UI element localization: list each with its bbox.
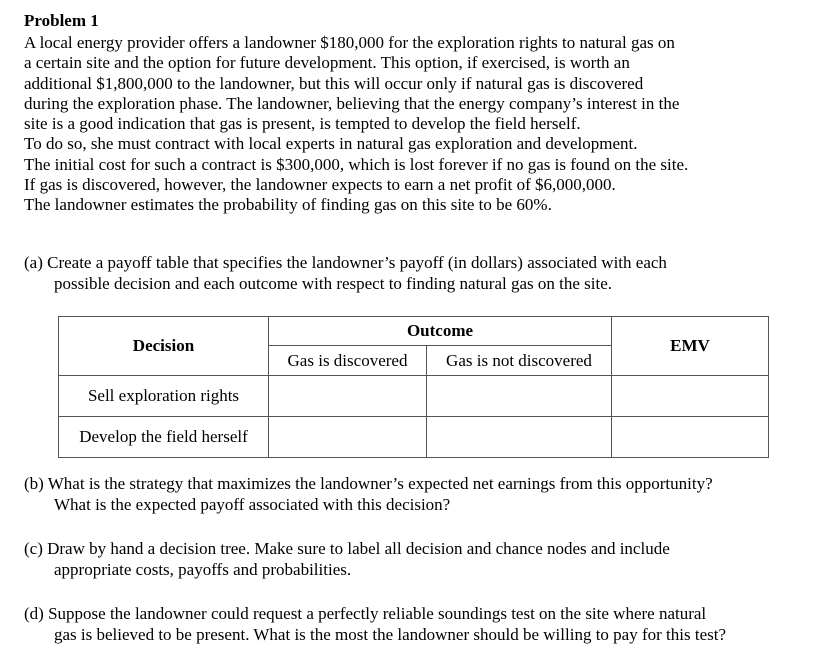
decision-sell-rights: Sell exploration rights [59, 376, 269, 417]
payoff-cell-sell-gas[interactable] [269, 376, 427, 417]
question-d [24, 604, 726, 645]
outcome-gas-discovered: Gas is discovered [269, 346, 427, 376]
payoff-cell-develop-nogas[interactable] [427, 417, 612, 458]
outcome-gas-not-discovered: Gas is not discovered [427, 346, 612, 376]
emv-header: EMV [612, 317, 769, 376]
statement-line: A local energy provider offers a landowner $180,000 for the exploration rights to natural gas on [24, 33, 675, 52]
payoff-table [58, 316, 769, 458]
statement-line: The landowner estimates the probability of finding gas on this site to be 60%. [24, 195, 552, 215]
question-c-line1: (c) Draw by hand a decision tree. Make sure to label all decision and chance nodes and include [24, 539, 670, 558]
decision-header: Decision [59, 317, 269, 376]
outcome-header: Outcome [269, 317, 612, 346]
emv-cell-develop[interactable] [612, 417, 769, 458]
question-c [24, 539, 670, 580]
question-d-line1: (d) Suppose the landowner could request a perfectly reliable soundings test on the site where natural [24, 604, 707, 623]
emv-cell-sell[interactable] [612, 376, 769, 417]
decision-develop-field: Develop the field herself [59, 417, 269, 458]
problem-page [24, 10, 814, 644]
statement-line: additional $1,800,000 to the landowner, but this will occur only if natural gas is discovered [24, 73, 644, 93]
statement-line: a certain site and the option for future development. This option, if exercised, is worth an [24, 53, 630, 73]
question-a-line2: possible decision and each outcome with respect to finding natural gas on the site. [54, 273, 613, 293]
statement-line: If gas is discovered, however, the landowner expects to earn a net profit of $6,000,000. [24, 175, 616, 195]
statement-line: during the exploration phase. The landowner, believing that the energy company’s interest in the [24, 93, 680, 113]
question-a [24, 253, 667, 294]
statement-line: site is a good indication that gas is present, is tempted to develop the field herself. [24, 114, 581, 134]
question-c-line2: appropriate costs, payoffs and probabilities. [54, 559, 352, 579]
table-row [59, 376, 769, 417]
problem-statement [24, 33, 814, 216]
question-d-line2: gas is believed to be present. What is the most the landowner should be willing to pay for this test? [54, 624, 726, 644]
question-b-line1: (b) What is the strategy that maximizes the landowner’s expected net earnings from this opportunity? [24, 474, 713, 493]
table-row [59, 417, 769, 458]
payoff-cell-develop-gas[interactable] [269, 417, 427, 458]
question-b [24, 474, 713, 515]
question-b-line2: What is the expected payoff associated with this decision? [54, 494, 451, 514]
problem-title: Problem 1 [24, 11, 99, 30]
statement-line: The initial cost for such a contract is $300,000, which is lost forever if no gas is found on the site. [24, 154, 689, 174]
statement-line: To do so, she must contract with local experts in natural gas exploration and development. [24, 134, 638, 154]
payoff-cell-sell-nogas[interactable] [427, 376, 612, 417]
question-a-line1: (a) Create a payoff table that specifies the landowner’s payoff (in dollars) associated with each [24, 253, 667, 272]
